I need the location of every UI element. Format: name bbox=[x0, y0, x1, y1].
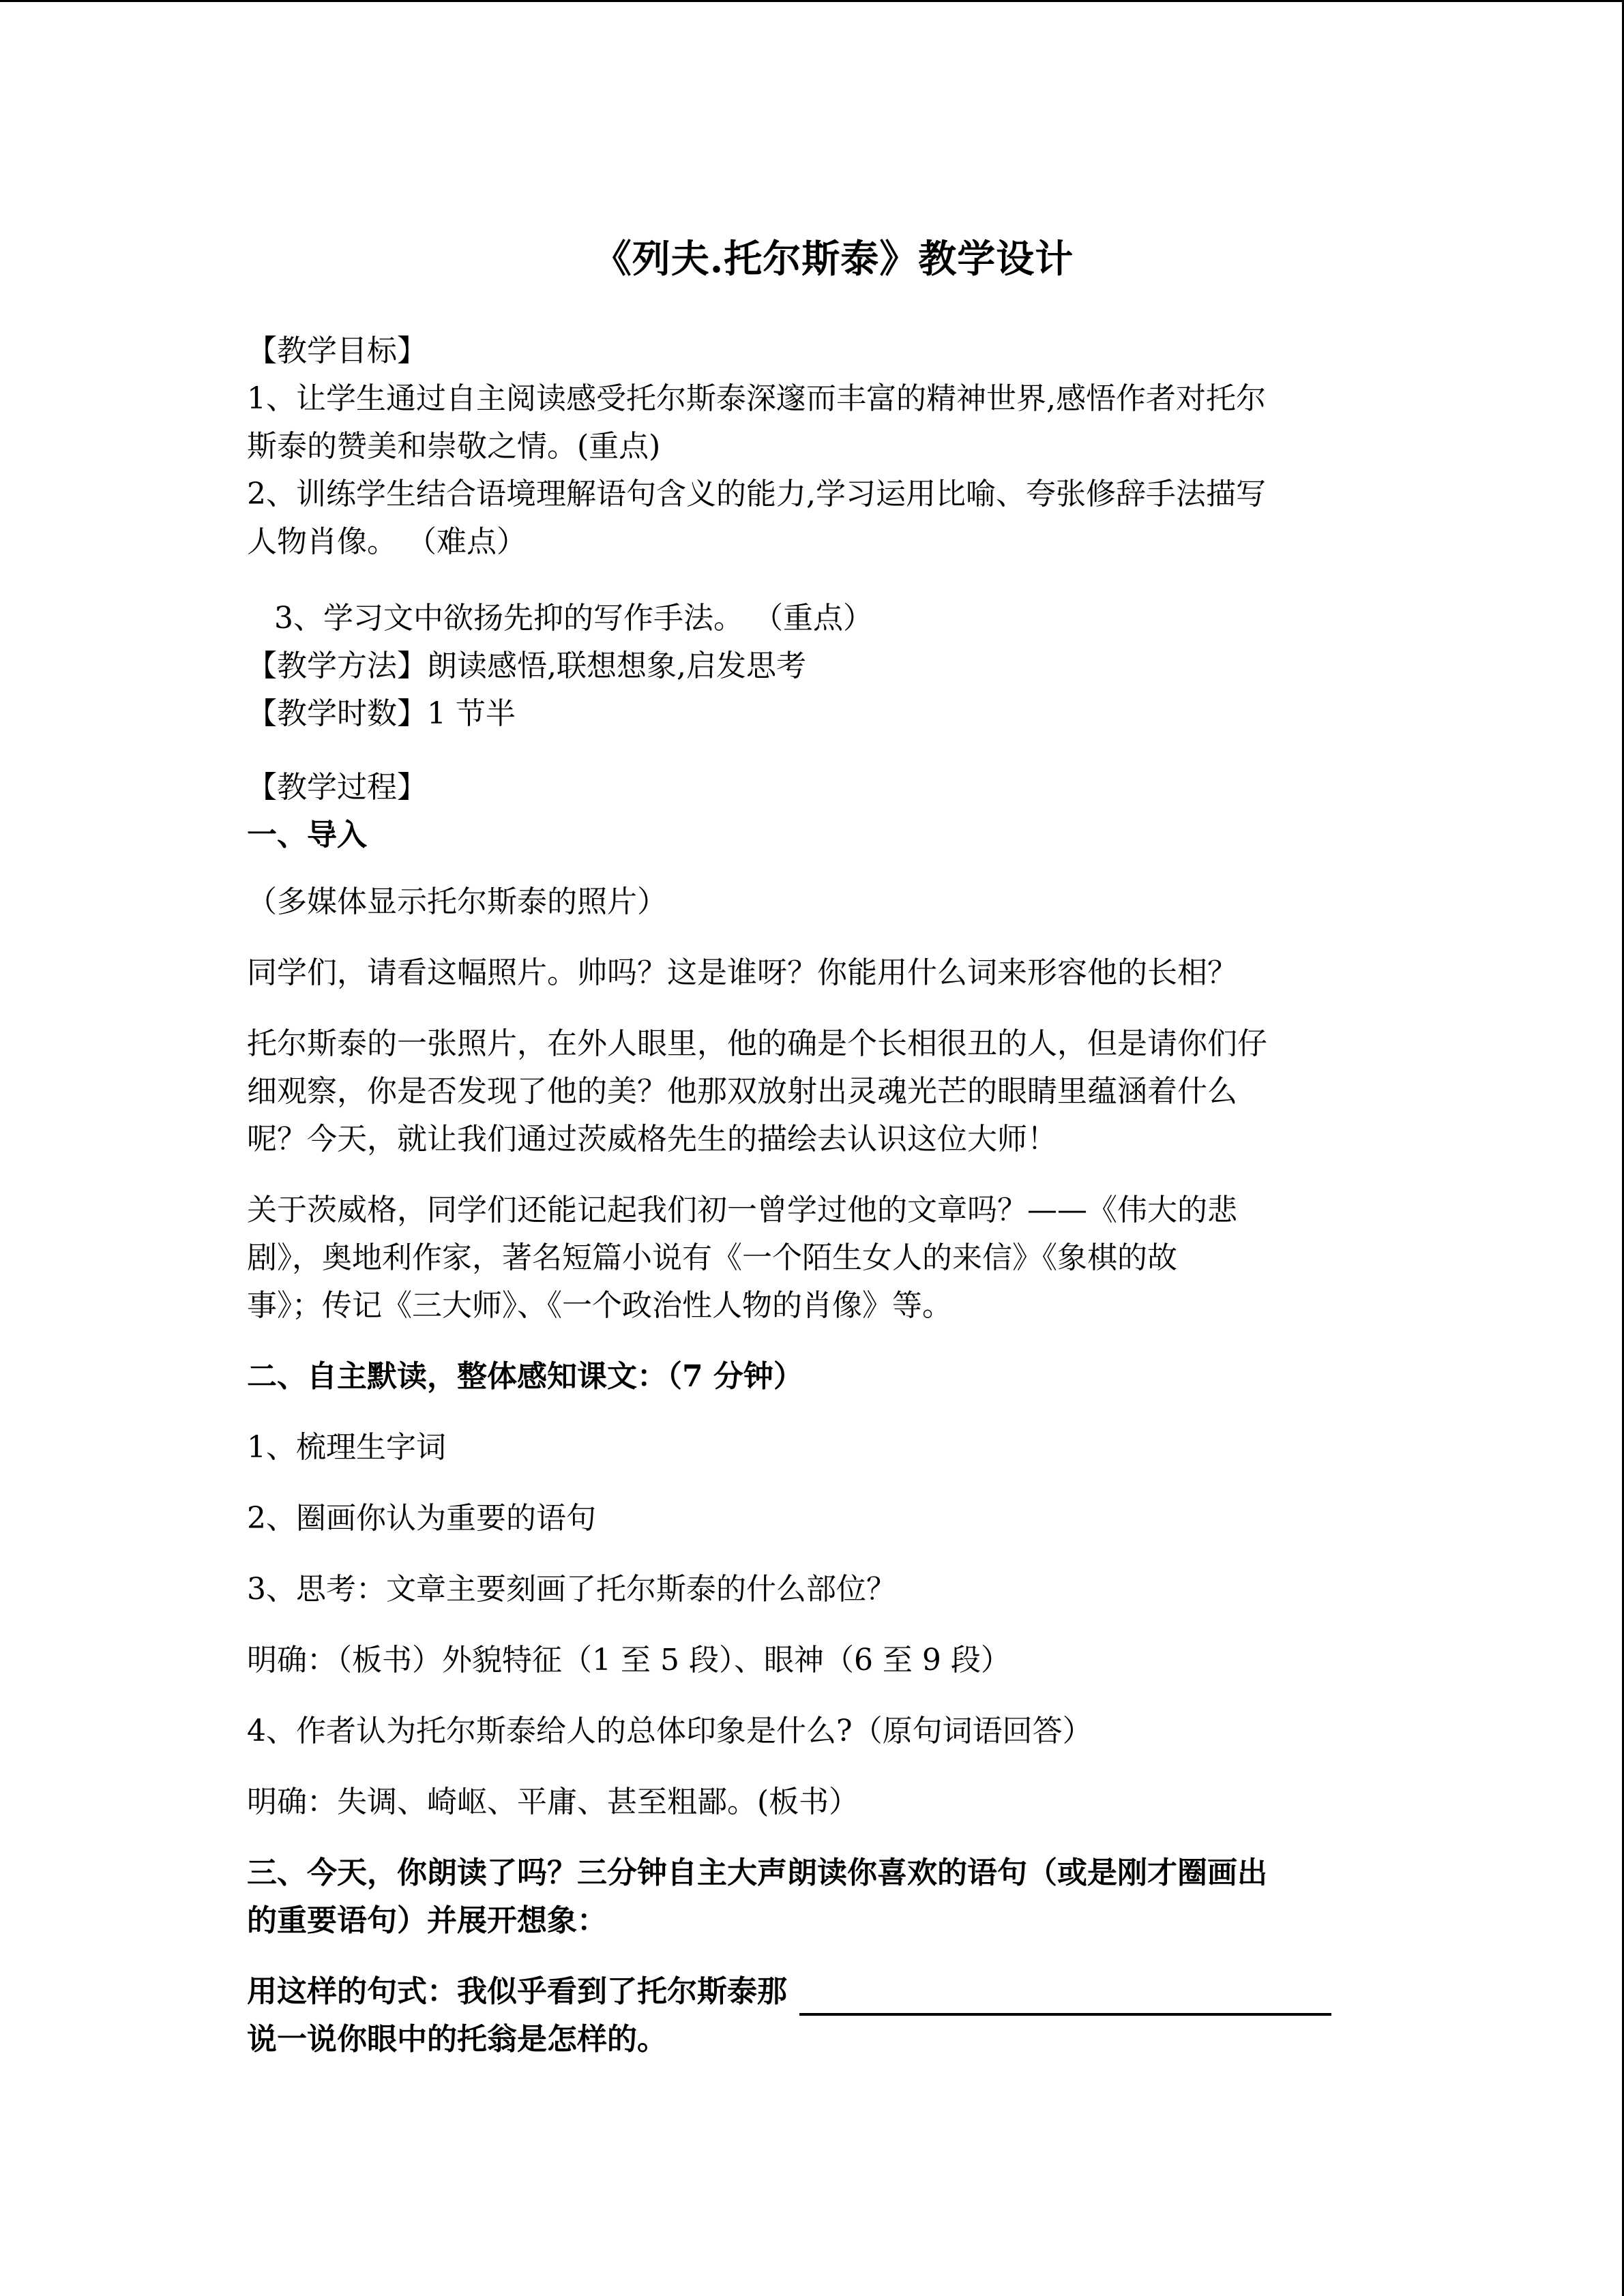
section-2-item-3: 3、思考：文章主要刻画了托尔斯泰的什么部位？ bbox=[247, 1572, 896, 1607]
page-title: 《列夫.托尔斯泰》教学设计 bbox=[593, 237, 1074, 282]
section-3-prompt-text: 用这样的句式：我似乎看到了托尔斯泰那 bbox=[247, 1974, 787, 2009]
section-1-paragraph-3-line-1: 关于茨威格，同学们还能记起我们初一曾学过他的文章吗？——《伟大的悲 bbox=[247, 1193, 1237, 1227]
page-border-top bbox=[0, 0, 1624, 2]
fill-in-blank-line bbox=[799, 1982, 1331, 2016]
section-3-heading-line-2: 的重要语句）并展开想象： bbox=[247, 1903, 607, 1938]
teaching-method: 【教学方法】朗读感悟,联想想象,启发思考 bbox=[247, 648, 806, 683]
section-1-paragraph-2-line-1: 托尔斯泰的一张照片，在外人眼里，他的确是个长相很丑的人，但是请你们仔 bbox=[247, 1026, 1267, 1061]
objective-1-line-2: 斯泰的赞美和崇敬之情。(重点) bbox=[247, 429, 661, 464]
objectives-heading: 【教学目标】 bbox=[247, 333, 427, 368]
section-2-heading: 二、自主默读，整体感知课文：（7 分钟） bbox=[247, 1359, 803, 1394]
section-1-paragraph-3-line-3: 事》；传记《三大师》、《一个政治性人物的肖像》等。 bbox=[247, 1288, 952, 1323]
document bbox=[247, 225, 1379, 2063]
process-heading: 【教学过程】 bbox=[247, 770, 427, 805]
section-1-paragraph-3-line-2: 剧》，奥地利作家，著名短篇小说有《一个陌生女人的来信》《象棋的故 bbox=[247, 1240, 1177, 1275]
section-2-item-4: 4、作者认为托尔斯泰给人的总体印象是什么?（原句词语回答） bbox=[247, 1714, 1093, 1748]
section-2-item-1: 1、梳理生字词 bbox=[247, 1430, 446, 1465]
section-1-media-note: （多媒体显示托尔斯泰的照片） bbox=[247, 884, 667, 919]
objective-1-line-1: 1、让学生通过自主阅读感受托尔斯泰深邃而丰富的精神世界,感悟作者对托尔 bbox=[247, 381, 1266, 416]
section-2-answer-1: 明确：（板书）外貌特征（1 至 5 段）、眼神（6 至 9 段） bbox=[247, 1643, 1011, 1678]
section-2-answer-2: 明确：失调、崎岖、平庸、甚至粗鄙。(板书） bbox=[247, 1785, 859, 1819]
section-1-heading: 一、导入 bbox=[247, 818, 367, 852]
section-1-paragraph-1: 同学们，请看这幅照片。帅吗？这是谁呀？你能用什么词来形容他的长相？ bbox=[247, 955, 1237, 990]
section-3-prompt-line-2: 说一说你眼中的托翁是怎样的。 bbox=[247, 2022, 667, 2057]
section-1-paragraph-2-line-2: 细观察，你是否发现了他的美？他那双放射出灵魂光芒的眼睛里蕴涵着什么 bbox=[247, 1074, 1237, 1109]
objective-2-line-1: 2、训练学生结合语境理解语句含义的能力,学习运用比喻、夸张修辞手法描写 bbox=[247, 477, 1266, 511]
section-3-prompt bbox=[247, 1968, 1379, 2016]
objective-2-line-2: 人物肖像。 （难点） bbox=[247, 524, 527, 559]
section-1-paragraph-2-line-3: 呢？今天，就让我们通过茨威格先生的描绘去认识这位大师！ bbox=[247, 1122, 1057, 1157]
teaching-hours: 【教学时数】1 节半 bbox=[247, 696, 516, 731]
section-2-item-2: 2、圈画你认为重要的语句 bbox=[247, 1501, 596, 1536]
objective-3: 3、学习文中欲扬先抑的写作手法。 （重点） bbox=[274, 601, 873, 636]
section-3-heading-line-1: 三、今天，你朗读了吗？三分钟自主大声朗读你喜欢的语句（或是刚才圈画出 bbox=[247, 1855, 1267, 1890]
